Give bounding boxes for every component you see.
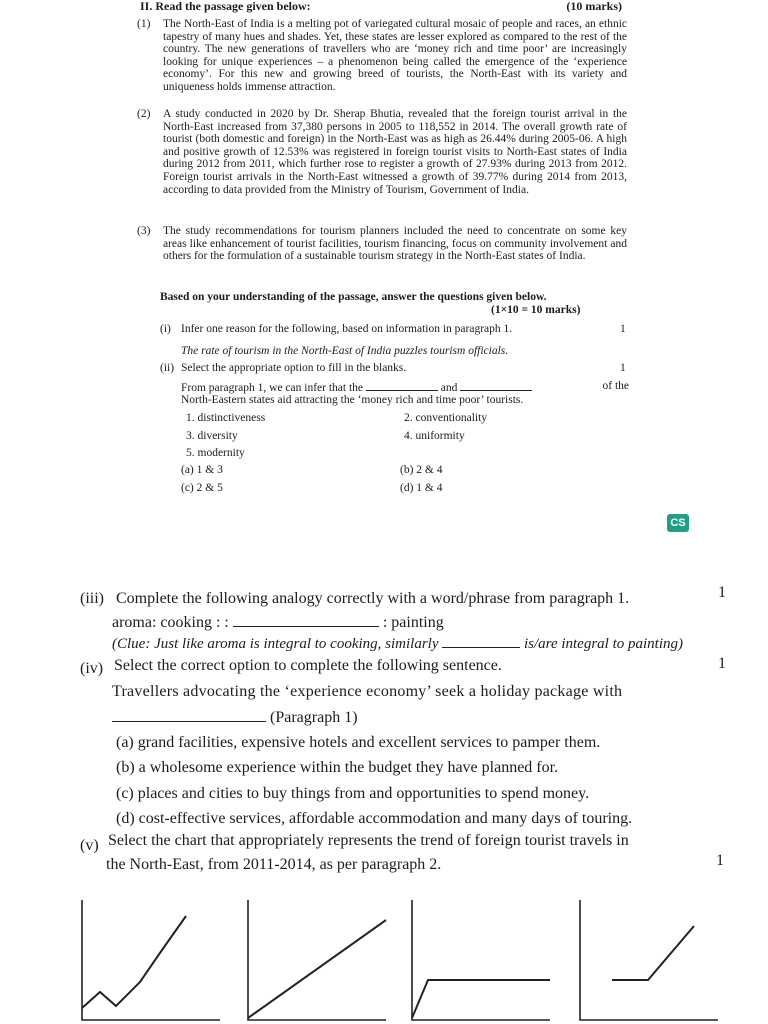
clue-part-b: is/are integral to painting) bbox=[523, 636, 684, 652]
q4-option-c[interactable]: (c) places and cities to buy things from and opportunities to spend money. bbox=[116, 785, 590, 802]
q2-fill-line bbox=[181, 380, 629, 395]
q2-option: 2. conventionality bbox=[404, 412, 488, 424]
paragraph-number: (2) bbox=[137, 108, 151, 120]
chart-line bbox=[82, 916, 186, 1008]
analogy-blank[interactable] bbox=[233, 612, 379, 627]
q5-number: (v) bbox=[80, 837, 99, 854]
paragraph-number: (1) bbox=[137, 18, 151, 30]
chart-line bbox=[612, 926, 694, 980]
chart-axes bbox=[580, 900, 718, 1020]
q4-sentence: Travellers advocating the ‘experience economy’ seek a holiday package with bbox=[112, 683, 623, 700]
q2-text: Select the appropriate option to fill in the blanks. bbox=[181, 362, 407, 374]
q2-option: 4. uniformity bbox=[404, 430, 465, 442]
q4-text: Select the correct option to complete the following sentence. bbox=[114, 657, 502, 674]
paragraph-2 bbox=[137, 108, 627, 196]
clue-part-a: (Clue: Just like aroma is integral to cooking, similarly bbox=[112, 636, 439, 652]
chart-option-3[interactable] bbox=[400, 896, 560, 1024]
chart-option-2[interactable] bbox=[236, 896, 396, 1024]
section-title: II. Read the passage given below: bbox=[140, 0, 311, 13]
q2-option: 5. modernity bbox=[186, 447, 245, 459]
sentence-blank[interactable] bbox=[112, 707, 266, 722]
paragraph-1 bbox=[137, 18, 627, 94]
q1-mark: 1 bbox=[620, 323, 626, 335]
paragraph-number: (3) bbox=[137, 225, 151, 237]
q2-choice-a[interactable]: (a) 1 & 3 bbox=[181, 464, 223, 476]
q1-number: (i) bbox=[160, 323, 171, 335]
q4-blank-line bbox=[112, 707, 358, 727]
section-header bbox=[140, 0, 622, 13]
q4-mark: 1 bbox=[718, 655, 726, 672]
q1-text: Infer one reason for the following, based on information in paragraph 1. bbox=[181, 323, 513, 335]
analogy-left: aroma: cooking : : bbox=[112, 614, 229, 631]
chart-line bbox=[248, 920, 386, 1018]
q4-option-a[interactable]: (a) grand facilities, expensive hotels and excellent services to pamper them. bbox=[116, 734, 601, 751]
chart-axes bbox=[412, 900, 550, 1020]
instructions-marks: (1×10 = 10 marks) bbox=[491, 304, 581, 316]
q2-option: 3. diversity bbox=[186, 430, 238, 442]
paragraph-text: The North-East of India is a melting pot of variegated cultural mosaic of people and races, an ethnic tapestry of many hues and shades. Yet, these states are lesser explored as compared to the rest of the country. The new generations of travellers who are ‘money rich and time poor’ are increasingly looking for unique experiences – a phenomenon being called the emergence of the ‘experience economy’. For this new and growing breed of tourists, the North-East with its variety and uniqueness holds immense attraction. bbox=[163, 18, 627, 93]
chart-axes bbox=[82, 900, 220, 1020]
q5-text-1: Select the chart that appropriately represents the trend of foreign tourist travels in bbox=[108, 832, 629, 849]
q2-choice-c[interactable]: (c) 2 & 5 bbox=[181, 482, 223, 494]
q2-line-and: and bbox=[440, 382, 458, 394]
paragraph-3 bbox=[137, 225, 627, 263]
blank-1[interactable] bbox=[366, 380, 438, 391]
q3-mark: 1 bbox=[718, 584, 726, 601]
section-marks: (10 marks) bbox=[566, 0, 622, 13]
q4-option-d[interactable]: (d) cost-effective services, affordable accommodation and many days of touring. bbox=[116, 810, 633, 827]
q2-mark: 1 bbox=[620, 362, 626, 374]
q2-choice-b[interactable]: (b) 2 & 4 bbox=[400, 464, 443, 476]
q3-clue bbox=[112, 633, 683, 653]
q2-line-b: North-Eastern states aid attracting the ‘money rich and time poor’ tourists. bbox=[181, 394, 524, 406]
q1-quote: The rate of tourism in the North-East of India puzzles tourism officials. bbox=[181, 345, 509, 357]
q2-line-of: of the bbox=[602, 380, 629, 392]
blank-2[interactable] bbox=[460, 380, 532, 391]
q5-text-2: the North-East, from 2011-2014, as per paragraph 2. bbox=[106, 856, 442, 873]
q4-number: (iv) bbox=[80, 660, 104, 677]
analogy-right: : painting bbox=[382, 614, 444, 631]
clue-blank[interactable] bbox=[442, 633, 520, 648]
q2-line-a: From paragraph 1, we can infer that the bbox=[181, 382, 364, 394]
chart-axes bbox=[248, 900, 386, 1020]
chart-option-4[interactable] bbox=[568, 896, 728, 1024]
instructions-text: Based on your understanding of the passage, answer the questions given below. bbox=[160, 291, 547, 303]
q3-text: Complete the following analogy correctly with a word/phrase from paragraph 1. bbox=[116, 590, 630, 607]
paragraph-text: The study recommendations for tourism planners included the need to concentrate on some key areas like enhancement of tourist facilities, tourism financing, focus on community involvement and others for the formulation of a sustainable tourism strategy in the North-East states of India. bbox=[163, 225, 627, 263]
q3-number: (iii) bbox=[80, 590, 104, 607]
camscanner-logo-icon: CS bbox=[667, 514, 689, 532]
q3-analogy bbox=[112, 612, 444, 632]
q2-number: (ii) bbox=[160, 362, 175, 374]
q2-choice-d[interactable]: (d) 1 & 4 bbox=[400, 482, 443, 494]
q5-mark: 1 bbox=[716, 852, 724, 869]
q4-option-b[interactable]: (b) a wholesome experience within the budget they have planned for. bbox=[116, 759, 559, 776]
chart-line bbox=[412, 980, 550, 1018]
paragraph-text: A study conducted in 2020 by Dr. Sherap Bhutia, revealed that the foreign tourist arrival in the North-East increased from 37,380 persons in 2005 to 118,552 in 2014. The overall growth rate of tourist (both domestic and foreign) in the North-East was as high as 26.44% during 2005-06. A high and positive growth of 12.53% was registered in foreign tourist visits to North-East states of India during 2012 from 2011, which further rose to register a growth of 27.93% during 2013 from 2012. Foreign tourist arrivals in the North-East witnessed a growth of 39.77% during 2014 from 2013, according to data provided from the Ministry of Tourism, Government of India. bbox=[163, 108, 627, 196]
q2-option: 1. distinctiveness bbox=[186, 412, 266, 424]
chart-option-1[interactable] bbox=[70, 896, 230, 1024]
q4-ref: (Paragraph 1) bbox=[270, 709, 358, 726]
